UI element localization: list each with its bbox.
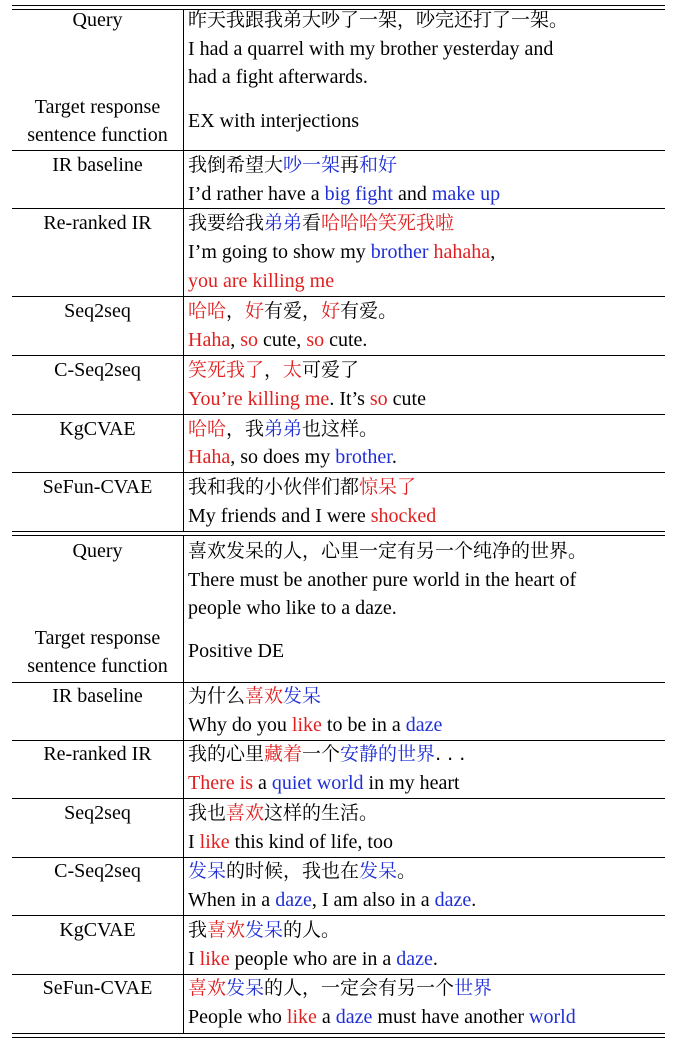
response-chinese: [188, 916, 665, 945]
response-english: [188, 769, 665, 798]
function-word: so: [240, 329, 258, 351]
query-chinese: 昨天我跟我弟大吵了一架，吵完还打了一架。: [188, 9, 569, 31]
plain-text: people who are in a: [229, 948, 397, 970]
response-english: [188, 385, 665, 414]
plain-text: .: [391, 446, 397, 468]
plain-text: . . .: [435, 743, 466, 765]
function-word: 藏着: [264, 743, 303, 765]
function-word: 哈哈哈笑死我啦: [321, 212, 455, 234]
plain-text: People who: [188, 1006, 287, 1028]
model-label: SeFun-CVAE: [42, 977, 153, 999]
function-word: so: [369, 388, 388, 410]
plain-text: 我也: [188, 802, 227, 824]
bottom-rule: [12, 1033, 665, 1034]
function-word: 好: [321, 300, 341, 322]
topic-word: make up: [431, 183, 501, 205]
plain-text: , so does my: [230, 446, 336, 468]
function-word: There is: [188, 772, 253, 794]
plain-text: 我: [188, 919, 208, 941]
topic-word: 发呆: [283, 685, 322, 707]
plain-text: this kind of life, too: [229, 831, 393, 853]
model-label: IR baseline: [52, 685, 143, 707]
function-word: like: [286, 1006, 317, 1028]
query-chinese: 喜欢发呆的人，心里一定有另一个纯净的世界。: [188, 540, 588, 562]
section-rule: [12, 531, 665, 532]
function-word: 哈哈: [188, 300, 227, 322]
response-english: [188, 711, 665, 740]
topic-word: world: [529, 1006, 576, 1028]
plain-text: I’m going to show my: [188, 241, 371, 263]
plain-text: 的人，一定会有另一个: [264, 977, 455, 999]
function-word: you are killing me: [188, 270, 335, 292]
plain-text: 我的心里: [188, 743, 265, 765]
function-word: so: [306, 329, 325, 351]
topic-word: daze: [396, 948, 433, 970]
plain-text: Why do you: [188, 714, 292, 736]
topic-word: 吵一架: [283, 154, 341, 176]
target-label-line-1: Target response: [34, 96, 161, 118]
function-word: 喜欢: [245, 685, 284, 707]
response-chinese: [188, 209, 665, 238]
model-label: Re-ranked IR: [43, 743, 152, 765]
topic-word: quiet world: [271, 772, 364, 794]
function-word: like: [199, 948, 230, 970]
plain-text: 我和我的小伙伴们都: [188, 476, 360, 498]
plain-text: cute,: [258, 329, 307, 351]
response-chinese: [188, 356, 665, 385]
model-label: KgCVAE: [59, 418, 136, 440]
column-divider: [183, 535, 184, 1033]
function-word: hahaha: [433, 241, 491, 263]
plain-text: .: [471, 889, 477, 911]
query-english-line-1: I had a quarrel with my brother yesterday and: [188, 38, 554, 60]
topic-word: 发呆: [245, 919, 284, 941]
plain-text: 有爱，: [264, 300, 322, 322]
query-english-line-1: There must be another pure world in the heart of: [188, 569, 577, 591]
model-label: KgCVAE: [59, 919, 136, 941]
plain-text: and: [392, 183, 432, 205]
response-english: [188, 828, 665, 857]
topic-word: brother: [335, 446, 392, 468]
plain-text: 有爱。: [340, 300, 398, 322]
model-label: C-Seq2seq: [54, 359, 141, 381]
plain-text: ，: [226, 300, 246, 322]
query-english-line-2: people who like to a daze.: [188, 597, 397, 619]
response-chinese: [188, 857, 665, 886]
plain-text: My friends and I were: [188, 505, 371, 527]
topic-word: 和好: [359, 154, 398, 176]
plain-text: in my heart: [363, 772, 460, 794]
plain-text: I: [188, 948, 200, 970]
target-value: EX with interjections: [188, 110, 360, 132]
response-english: [188, 238, 665, 267]
topic-word: brother: [370, 241, 429, 263]
response-chinese: [188, 799, 665, 828]
response-english: [188, 443, 665, 472]
function-word: like: [291, 714, 322, 736]
model-label: IR baseline: [52, 154, 143, 176]
plain-text: to be in a: [321, 714, 406, 736]
response-english: [188, 945, 665, 974]
plain-text: 我要给我: [188, 212, 265, 234]
function-word: Haha: [188, 446, 231, 468]
topic-word: daze: [275, 889, 312, 911]
plain-text: ，我: [226, 418, 265, 440]
plain-text: I: [188, 831, 200, 853]
plain-text: must have another: [372, 1006, 530, 1028]
topic-word: daze: [434, 889, 472, 911]
response-chinese: [188, 151, 665, 180]
topic-word: 发呆: [226, 977, 265, 999]
function-word: 哈哈: [188, 418, 227, 440]
model-label: Re-ranked IR: [43, 212, 152, 234]
response-english: [188, 180, 665, 209]
function-word: 太: [283, 359, 303, 381]
query-label: Query: [72, 540, 123, 562]
model-label: Seq2seq: [64, 300, 131, 322]
plain-text: 的时候，我也在: [226, 860, 360, 882]
topic-word: 发呆: [188, 860, 227, 882]
plain-text: 为什么: [188, 685, 246, 707]
function-word: 好: [245, 300, 265, 322]
plain-text: 我倒希望大: [188, 154, 284, 176]
plain-text: 可爱了: [302, 359, 360, 381]
function-word: 喜欢: [188, 977, 227, 999]
topic-word: 安静的世界: [340, 743, 436, 765]
topic-word: daze: [335, 1006, 373, 1028]
query-label: Query: [72, 9, 123, 31]
topic-word: daze: [405, 714, 443, 736]
plain-text: 看: [302, 212, 322, 234]
plain-text: . It’s: [329, 388, 370, 410]
plain-text: , I am also in a: [311, 889, 435, 911]
topic-word: 发呆: [359, 860, 398, 882]
plain-text: 这样的生活。: [264, 802, 379, 824]
function-word: 喜欢: [226, 802, 265, 824]
topic-word: big fight: [324, 183, 393, 205]
plain-text: 一个: [302, 743, 341, 765]
response-english: [188, 1003, 665, 1032]
bottom-rule-outer: [12, 1037, 665, 1038]
plain-text: 的人。: [283, 919, 341, 941]
function-word: shocked: [370, 505, 437, 527]
function-word: 惊呆了: [359, 476, 417, 498]
response-english-line-2: [188, 267, 665, 296]
target-label-line-2: sentence function: [27, 655, 168, 677]
column-divider: [183, 9, 184, 531]
plain-text: a: [316, 1006, 336, 1028]
plain-text: .: [432, 948, 438, 970]
response-chinese: [188, 682, 665, 711]
plain-text: ，: [264, 359, 284, 381]
query-english-line-2: had a fight afterwards.: [188, 66, 368, 88]
plain-text: 也这样。: [302, 418, 379, 440]
plain-text: When in a: [188, 889, 276, 911]
response-english: [188, 502, 665, 531]
plain-text: cute: [387, 388, 426, 410]
plain-text: 。: [397, 860, 417, 882]
plain-text: ,: [490, 241, 496, 263]
response-english: [188, 886, 665, 915]
response-chinese: [188, 740, 665, 769]
model-label: Seq2seq: [64, 802, 131, 824]
topic-word: 弟弟: [264, 212, 303, 234]
model-label: SeFun-CVAE: [42, 476, 153, 498]
function-word: 喜欢: [207, 919, 246, 941]
plain-text: 再: [340, 154, 360, 176]
topic-word: 世界: [454, 977, 493, 999]
target-label-line-2: sentence function: [27, 124, 168, 146]
function-word: 笑死我了: [188, 359, 265, 381]
response-english: [188, 326, 665, 355]
response-chinese: [188, 473, 665, 502]
function-word: Haha: [188, 329, 231, 351]
section-rule-inner: [12, 535, 665, 536]
model-label: C-Seq2seq: [54, 860, 141, 882]
function-word: like: [199, 831, 230, 853]
topic-word: 弟弟: [264, 418, 303, 440]
plain-text: I’d rather have a: [188, 183, 325, 205]
target-label-line-1: Target response: [34, 627, 161, 649]
plain-text: a: [252, 772, 272, 794]
response-chinese: [188, 415, 665, 444]
plain-text: cute.: [324, 329, 368, 351]
function-word: You’re killing me: [188, 388, 330, 410]
target-value: Positive DE: [188, 640, 285, 662]
response-chinese: [188, 974, 665, 1003]
response-chinese: [188, 297, 665, 326]
plain-text: ,: [230, 329, 241, 351]
